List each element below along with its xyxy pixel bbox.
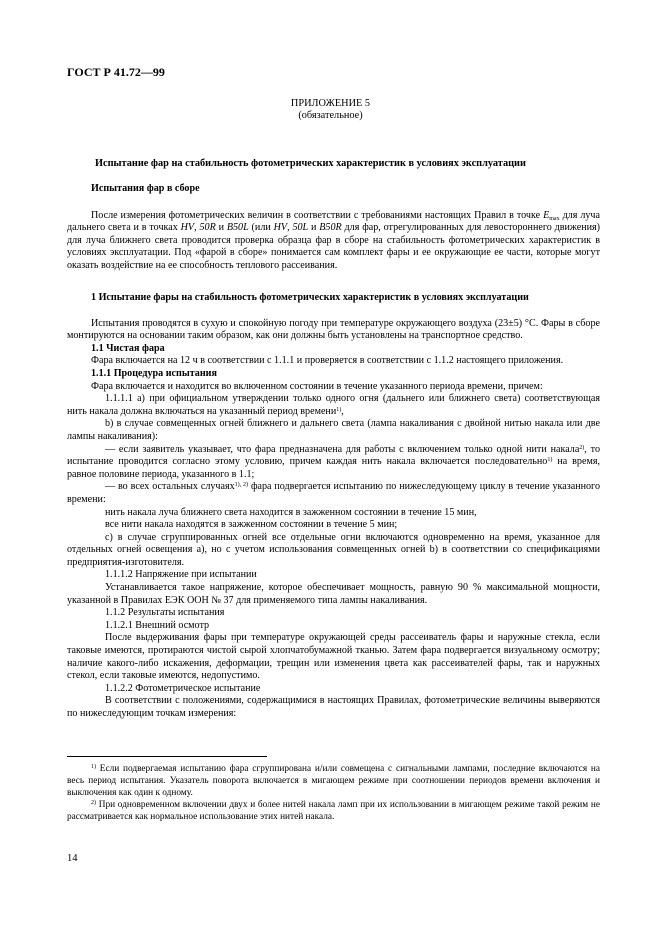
paragraph-item-c: с) в случае сгруппированных огней все отдельные огни включаются одновременно на время, указанное для отдельных огней освещения а), но с учетом использования совмещенных огней b) в соответствии со спецификациями предприятия-изготовителя. [67, 531, 600, 568]
main-title: Испытание фар на стабильность фотометрических характеристик в условиях эксплуатации [95, 158, 526, 169]
paragraph-1-1: Фара включается на 12 ч в соответствии с 1.1.1 и проверяется в соответствии с 1.1.2 настоящего приложения. [91, 355, 564, 367]
heading-1-1-1-2: 1.1.1.2 Напряжение при испытании [105, 569, 257, 581]
appendix-subtitle: (обязательное) [298, 110, 363, 121]
footnote-2: $^{2)}$ При одновременном включении двух и более нитей накала ламп при их использовании в мигающем режиме такой режим не рассматривается как нормальное использование этих нитей накала. [67, 800, 600, 822]
paragraph-cycle-2: все нити накала находятся в зажженном состоянии в течение 5 мин; [105, 519, 398, 531]
document-code: ГОСТ Р 41.72—99 [67, 65, 165, 79]
paragraph-dash-1: — если заявитель указывает, что фара предназначена для работы с включением только одной нити накала$^{2)}$, то испытание проводится согласно этому условию, причем каждая нить накала включается последовательно$^{1)}$ на время, равное половине периода, указанного в 1.1; [67, 443, 601, 480]
section-assembled [67, 183, 600, 273]
appendix-title: ПРИЛОЖЕНИЕ 5 [290, 98, 371, 109]
paragraph-1-1-1-1: 1.1.1.1 а) при официальном утверждении только одного огня (дальнего или ближнего света) соответствующая нить накала должна включаться на указанный период времени$^{1)}$, [67, 393, 600, 417]
footnote-separator [67, 756, 267, 757]
paragraph-item-b: b) в случае совмещенных огней ближнего и дальнего света (лампа накаливания с двойной нитью накала или две лампы накаливания): [67, 418, 600, 442]
paragraph-cycle-1: нить накала луча ближнего света находится в зажженном состоянии в течение 15 мин, [105, 506, 477, 518]
paragraph-dash-2: — во всех остальных случаях$^{1), 2)}$ фара подвергается испытанию по нижеследующему циклу в течение указанного времени: [67, 481, 600, 505]
paragraph-1-1-1: Фара включается и находится во включенном состоянии в течение указанного периода времени, причем: [91, 380, 543, 392]
section-assembled-paragraph: После измерения фотометрических величин в соответствии с требованиями настоящих Правил в точке $E_{max}$ для луча дальнего света и в точках HV, 50R и B50L (или HV, 50L и B50R для фар, отрегулированных для левостороннего движения) для луча ближнего света проводится проверка образца фар в сборе на стабильность фотометрических характеристик в условиях эксплуатации. Под «фарой в сборе» понимается сам комплект фары и ее окружающие ее части, которые могут оказать воздействие на ее способность теплового рассеивания. [67, 209, 601, 271]
heading-1-1-1: 1.1.1 Процедура испытания [91, 367, 217, 379]
heading-1-1-2: 1.1.2 Результаты испытания [105, 607, 225, 619]
section-assembled-heading: Испытания фар в сборе [91, 183, 200, 194]
section-1-heading: 1 Испытание фары на стабильность фотометрических характеристик в условиях эксплуатации [91, 292, 529, 303]
heading-1-1-2-1: 1.1.2.1 Внешний осмотр [105, 619, 210, 631]
section-1-paragraph: Испытания проводятся в сухую и спокойную погоду при температуре окружающего воздуха (23±5) °С. Фары в сборе монтируются на основании таким образом, как они должны быть установлены на транспортное средство. [67, 317, 600, 342]
paragraph-1-1-2-2: В соответствии с положениями, содержащимися в настоящих Правилах, фотометрические величины выверяются по нижеследующим точкам измерения: [67, 695, 600, 719]
page-number: 14 [67, 853, 78, 864]
heading-1-1: 1.1 Чистая фара [91, 342, 165, 354]
footnote-1: $^{1)}$ Если подвергаемая испытанию фара сгруппирована и/или совмещена с сигнальными лампами, последние включаются на весь период испытания. Указатель поворота включается в мигающем режиме при соотношении периодов времени включения и выключения как один к одному. [67, 764, 600, 798]
paragraph-1-1-2-1: После выдерживания фары при температуре окружающей среды рассеиватель фары и наружные стекла, если таковые имеются, протираются чистой сырой хлопчатобумажной тканью. Затем фара подвергается визуальному осмотру; наличие какого-либо искажения, деформации, трещин или изменения цвета как рассеивателей фары, так и наружных стекол, если таковые имеются, недопустимо. [67, 632, 600, 682]
section-1 [67, 292, 600, 721]
footnotes [67, 763, 600, 823]
heading-1-1-2-2: 1.1.2.2 Фотометрическое испытание [105, 682, 261, 694]
paragraph-1-1-1-2: Устанавливается такое напряжение, которое обеспечивает мощность, равную 90 % максимальной мощности, указанной в Правилах ЕЭК ООН № 37 для применяемого типа лампы накаливания. [67, 582, 600, 606]
